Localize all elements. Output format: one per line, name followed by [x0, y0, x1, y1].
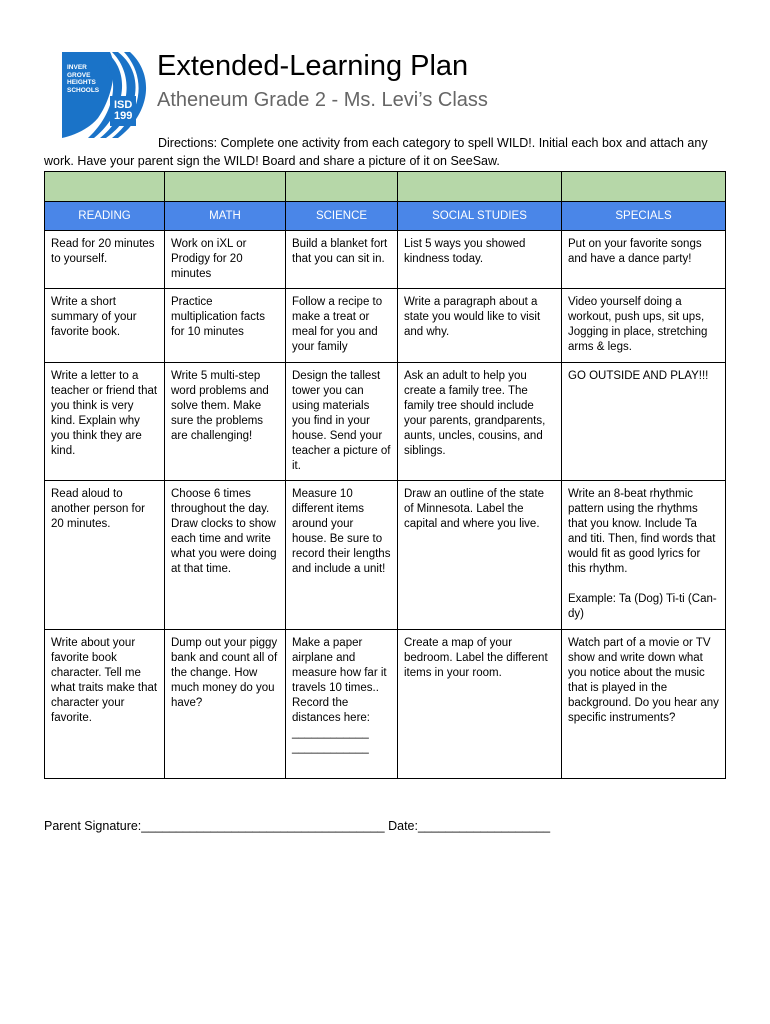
- logo-line-4: SCHOOLS: [67, 86, 100, 94]
- initial-box-social-studies[interactable]: [398, 172, 562, 202]
- activity-cell[interactable]: GO OUTSIDE AND PLAY!!!: [562, 363, 726, 481]
- activity-cell[interactable]: Put on your favorite songs and have a dance party!: [562, 231, 726, 289]
- logo-line-3: HEIGHTS: [67, 79, 96, 86]
- column-header-math: MATH: [165, 202, 286, 231]
- logo-text: [67, 64, 107, 94]
- table-row: [45, 363, 726, 481]
- initial-row: [45, 172, 726, 202]
- column-header-reading: READING: [45, 202, 165, 231]
- parent-signature-field[interactable]: Parent Signature:___________________________________: [44, 819, 385, 833]
- activity-cell[interactable]: Build a blanket fort that you can sit in.: [286, 231, 398, 289]
- column-header-specials: SPECIALS: [562, 202, 726, 231]
- activity-cell[interactable]: List 5 ways you showed kindness today.: [398, 231, 562, 289]
- logo-isd-number: 199: [114, 110, 133, 122]
- logo-isd: [114, 100, 132, 122]
- initial-box-math[interactable]: [165, 172, 286, 202]
- activity-cell[interactable]: Choose 6 times throughout the day. Draw clocks to show each time and write what you were doing at that time.: [165, 481, 286, 630]
- initial-box-reading[interactable]: [45, 172, 165, 202]
- activity-cell[interactable]: [562, 481, 726, 630]
- initial-box-specials[interactable]: [562, 172, 726, 202]
- table-row: [45, 481, 726, 630]
- activity-cell[interactable]: Ask an adult to help you create a family tree. The family tree should include your parents, grandparents, aunts, uncles, cousins, and siblings.: [398, 363, 562, 481]
- specials-rhythm-example: Example: Ta (Dog) Ti-ti (Can-dy): [568, 593, 717, 620]
- table-row: [45, 231, 726, 289]
- activity-cell[interactable]: Follow a recipe to make a treat or meal for you and your family: [286, 289, 398, 363]
- activity-cell[interactable]: Write 5 multi-step word problems and solve them. Make sure the problems are challenging!: [165, 363, 286, 481]
- activity-cell[interactable]: Make a paper airplane and measure how far it travels 10 times.. Record the distances here: ____________ ____________: [286, 630, 398, 779]
- logo-line-2: GROVE: [67, 71, 91, 79]
- district-logo: [48, 48, 154, 140]
- activity-cell[interactable]: Draw an outline of the state of Minnesota. Label the capital and where you live.: [398, 481, 562, 630]
- activity-cell[interactable]: Dump out your piggy bank and count all of the change. How much money do you have?: [165, 630, 286, 779]
- activity-cell[interactable]: Work on iXL or Prodigy for 20 minutes: [165, 231, 286, 289]
- table-row: [45, 630, 726, 779]
- table-row: [45, 289, 726, 363]
- activity-cell[interactable]: Video yourself doing a workout, push ups, sit ups, Jogging in place, stretching arms & legs.: [562, 289, 726, 363]
- activity-cell[interactable]: Write a short summary of your favorite book.: [45, 289, 165, 363]
- directions-text: Directions: Complete one activity from each category to spell WILD!. Initial each box and attach any work. Have your parent sign the WILD! Board and share a picture of it on SeeSaw.: [44, 136, 708, 168]
- activity-cell[interactable]: Write about your favorite book character. Tell me what traits make that character your favorite.: [45, 630, 165, 779]
- activity-cell[interactable]: Create a map of your bedroom. Label the different items in your room.: [398, 630, 562, 779]
- logo-line-1: INVER: [67, 64, 87, 71]
- activity-cell[interactable]: Measure 10 different items around your house. Be sure to record their lengths and include a unit!: [286, 481, 398, 630]
- activity-cell[interactable]: Write a letter to a teacher or friend that you think is very kind. Explain why you think they are kind.: [45, 363, 165, 481]
- logo-isd-label: ISD: [114, 99, 133, 111]
- initial-box-science[interactable]: [286, 172, 398, 202]
- specials-rhythm-activity: Write an 8-beat rhythmic pattern using the rhythms that you know. Include Ta and titi. Then, find words that would fit as good lyrics for this rhythm.: [568, 488, 716, 575]
- category-header-row: [45, 202, 726, 231]
- wild-board-table: [44, 171, 726, 779]
- date-field[interactable]: Date:___________________: [388, 819, 551, 833]
- activity-cell[interactable]: Write a paragraph about a state you would like to visit and why.: [398, 289, 562, 363]
- activity-cell[interactable]: Design the tallest tower you can using materials you find in your house. Send your teacher a picture of it.: [286, 363, 398, 481]
- column-header-science: SCIENCE: [286, 202, 398, 231]
- column-header-social-studies: SOCIAL STUDIES: [398, 202, 562, 231]
- page-title: Extended-Learning Plan: [157, 50, 469, 82]
- activity-cell[interactable]: Watch part of a movie or TV show and write down what you notice about the music that is played in the background. Do you hear any specific instruments?: [562, 630, 726, 779]
- signature-line: [44, 817, 550, 835]
- activity-cell[interactable]: Read aloud to another person for 20 minutes.: [45, 481, 165, 630]
- activity-cell[interactable]: Read for 20 minutes to yourself.: [45, 231, 165, 289]
- page-subtitle: Atheneum Grade 2 - Ms. Levi’s Class: [157, 89, 488, 111]
- district-logo-graphic: [48, 48, 154, 140]
- activity-cell[interactable]: Practice multiplication facts for 10 minutes: [165, 289, 286, 363]
